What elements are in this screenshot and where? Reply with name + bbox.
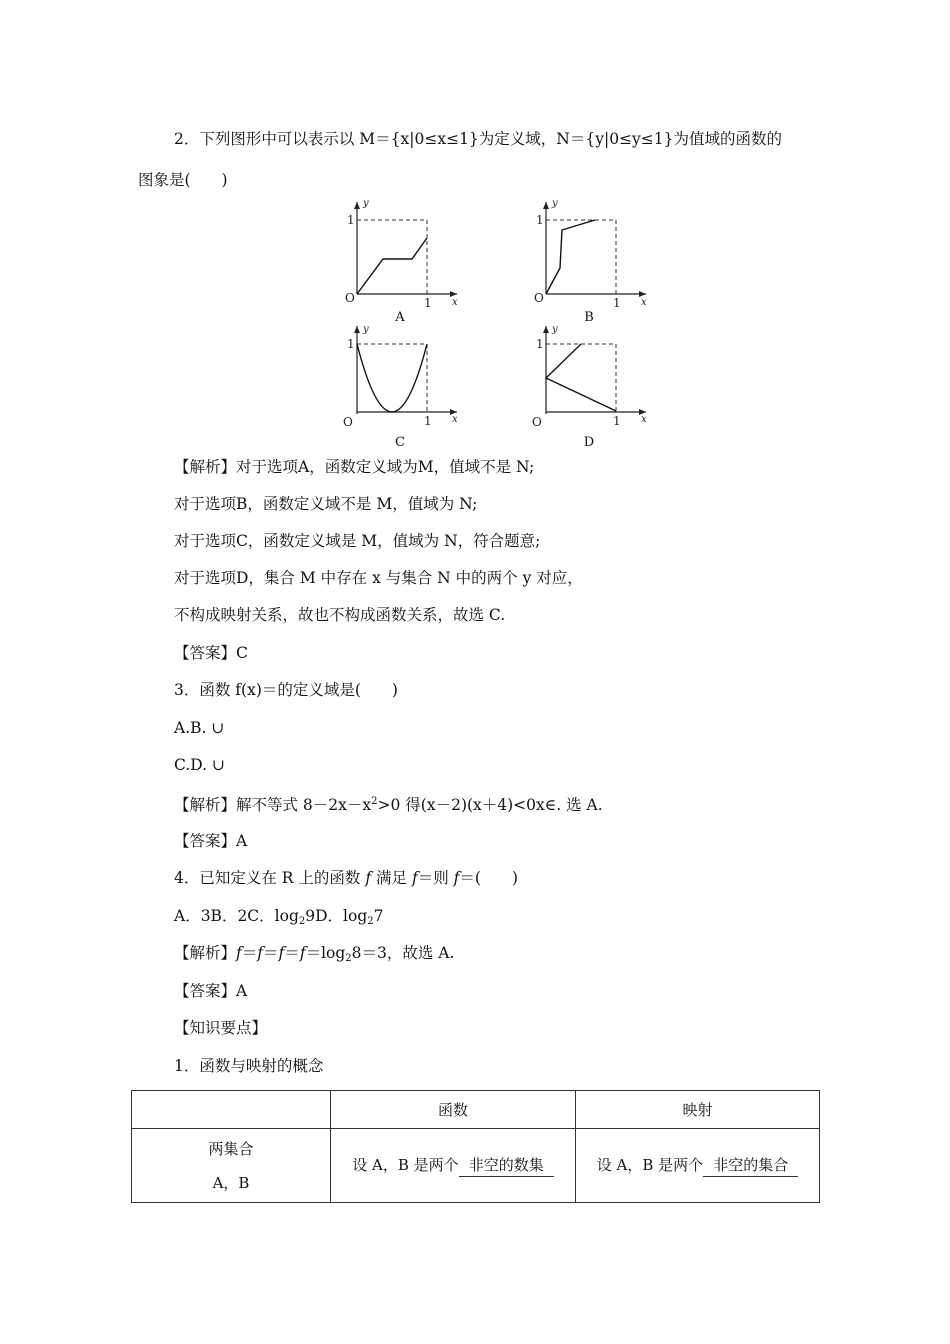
graph-c-caption: C [395,435,405,450]
graph-d [524,322,649,432]
q4-answer: 【答案】A [174,982,248,1000]
graph-c-tick-x: 1 [424,414,432,428]
graph-d-tick-y: 1 [536,337,544,351]
table-header-row [132,1091,820,1129]
graph-c-x-label: x [452,414,458,425]
graph-b [524,198,649,308]
q3-options-line2: C.D. ∪ [174,756,225,774]
graph-a [335,198,460,308]
q2-analysis-line3: 对于选项C，函数定义域是 M，值域为 N，符合题意; [174,532,541,550]
graph-d-caption: D [583,435,595,450]
graph-b-origin: O [534,291,544,305]
table-header-function: 函数 [331,1091,576,1129]
q3-options-line1: A.B. ∪ [174,719,225,737]
row-label-line2: A，B [212,1173,250,1192]
graph-c-tick-y: 1 [347,337,355,351]
table-cell-mapping: 设 A，B 是两个 非空的集合 [576,1129,820,1203]
graph-a-origin: O [345,291,355,305]
table-cell-function: 设 A，B 是两个 非空的数集 [331,1129,576,1203]
table-header-mapping: 映射 [576,1091,820,1129]
graph-b-tick-y: 1 [536,213,544,227]
graph-a-tick-x: 1 [424,296,432,310]
graph-a-y-label: y [363,198,369,209]
graph-d-x-label: x [641,414,647,425]
graph-c-y-label: y [363,324,369,335]
row-label-line1: 两集合 [208,1139,254,1158]
q2-analysis-line5: 不构成映射关系，故也不构成函数关系，故选 C. [174,606,506,624]
table-row [132,1129,820,1203]
q3-answer: 【答案】A [174,832,248,850]
q2-analysis-line2: 对于选项B，函数定义域不是 M，值域为 N; [174,495,478,513]
func-blank: 非空的数集 [459,1154,554,1177]
q2-analysis-line4: 对于选项D，集合 M 中存在 x 与集合 N 中的两个 y 对应， [174,569,583,587]
q2-answer: 【答案】C [174,644,248,662]
table-row-label [132,1129,331,1203]
knowledge-heading: 【知识要点】 [174,1019,268,1037]
graph-b-caption: B [584,310,594,325]
q4-options: A．3B．2C．$\log_29D$．$\log_27$ [174,907,384,927]
graph-a-tick-y: 1 [347,213,355,227]
map-blank: 非空的集合 [703,1154,798,1177]
q2-stem-line2: 图象是( ) [138,171,228,189]
knowledge-item1: 1．函数与映射的概念 [174,1057,324,1075]
graph-d-y-label: y [552,324,558,335]
table-header-empty [132,1091,331,1129]
graph-c-origin: O [343,415,353,429]
graph-b-x-label: x [641,297,647,308]
q4-analysis: 【解析】$f=f=f=f=\log_28=3$，故选 A. [174,944,455,964]
q4-stem: 4．已知定义在 R 上的函数 f 满足 f＝则 f＝( ) [174,869,519,887]
graph-d-origin: O [532,415,542,429]
graph-a-x-label: x [452,297,458,308]
q3-stem: 3．函数 f(x)＝的定义域是( ) [174,681,398,699]
graph-d-tick-x: 1 [613,414,621,428]
graph-b-y-label: y [552,198,558,209]
q2-stem-line1: 2．下列图形中可以表示以 M＝{x|0≤x≤1}为定义域，N＝{y|0≤y≤1}为值域的函数的 [174,130,783,148]
q3-analysis: 【解析】解不等式 $8-2x-x^2>0$ 得(x－2)(x＋4)<0x∈. 选 A. [174,796,603,814]
graph-b-tick-x: 1 [613,296,621,310]
graph-c [335,322,460,432]
graph-a-caption: A [395,310,405,325]
q2-analysis-line1: 【解析】对于选项A，函数定义域为M，值域不是 N; [174,458,535,476]
function-mapping-table [131,1090,820,1203]
